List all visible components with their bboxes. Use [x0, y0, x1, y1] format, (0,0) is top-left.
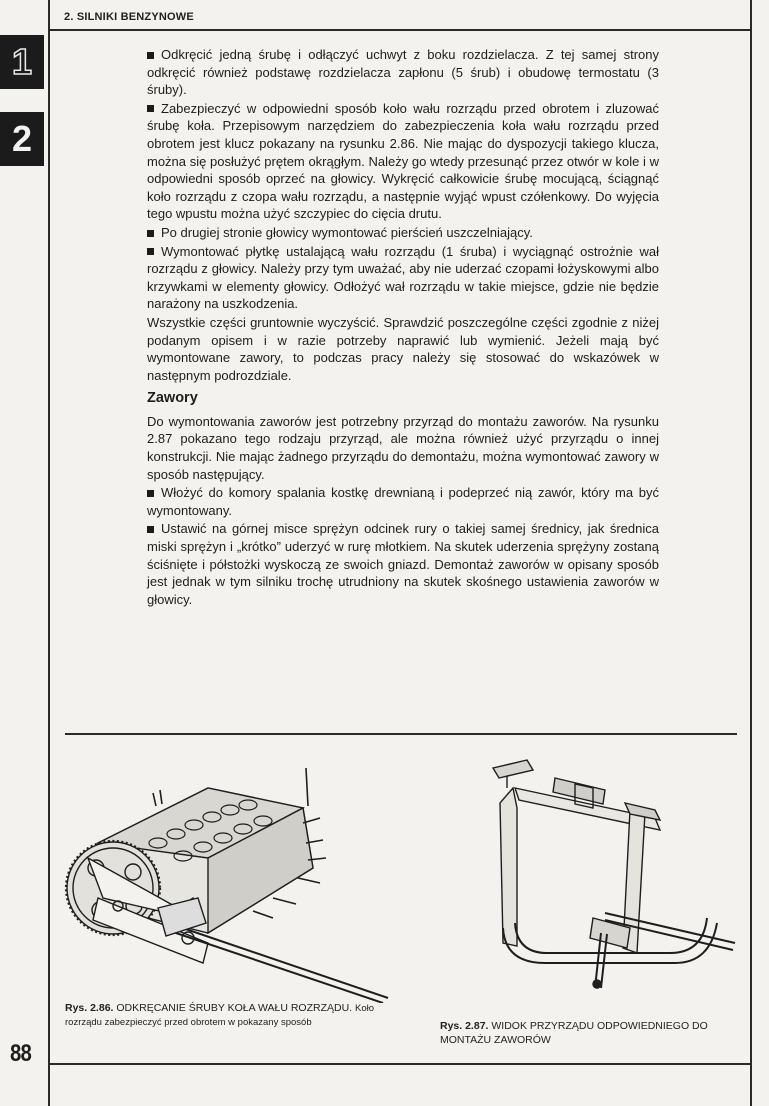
cylinder-head-illustration	[58, 748, 403, 1003]
chapter-tab-2: 2	[0, 112, 44, 166]
footer-rule	[48, 1063, 752, 1065]
paragraph: Ustawić na górnej misce sprężyn odcinek rury o takiej samej średnicy, jak średnica miski sprężyn i „krótko” uderzyć w rurę młotkiem. Na skutek uderzenia sprężyny zostaną ściśnięte i półstożki wyskoczą ze swoich gniazd. Demontaż zaworów w opisany sposób jest jednak w tym silniku trochę utrudniony na skutek skośnego ustawienia zaworów w głowicy.	[147, 521, 659, 607]
figure-separator-rule	[65, 733, 737, 735]
bullet-icon	[147, 248, 154, 255]
section-header: 2. SILNIKI BENZYNOWE	[64, 11, 194, 23]
paragraph: Odkręcić jedną śrubę i odłączyć uchwyt z boku rozdzielacza. Z tej samej strony odkręcić również podstawę rozdzielacza zapłonu (5 śrub) i obudowę termostatu (3 śruby).	[147, 47, 659, 98]
paragraph: Wszystkie części gruntownie wyczyścić. Sprawdzić poszczególne części zgodnie z niżej podanym opisem i w razie potrzeby naprawić lub wymienić. Jeżeli mają być wymontowane zawory, to podczas pracy należy się stosować do wskazówek w następnym podrozdziale.	[147, 314, 659, 383]
paragraph: Wymontować płytkę ustalającą wału rozrządu (1 śruba) i wyciągnąć ostrożnie wał rozrządu z głowicy. Należy przy tym uważać, aby nie uderzać czopami łożyskowymi albo krzywkami w elementy głowicy. Odłożyć wał rozrządu w takie miejsce, gdzie nie będzie narażony na uszkodzenia.	[147, 243, 659, 312]
bullet-icon	[147, 105, 154, 112]
figure-caption-2-86: Rys. 2.86. ODKRĘCANIE ŚRUBY KOŁA WAŁU ROZRZĄDU. Koło rozrządu zabezpieczyć przed obrotem w pokazany sposób	[65, 1002, 375, 1028]
figure-caption-2-87: Rys. 2.87. WIDOK PRZYRZĄDU ODPOWIEDNIEGO DO MONTAŻU ZAWORÓW	[440, 1020, 708, 1046]
bullet-icon	[147, 52, 154, 59]
paragraph: Po drugiej stronie głowicy wymontować pierścień uszczelniający.	[147, 224, 659, 242]
body-text	[147, 46, 659, 609]
valve-spring-compressor-illustration	[455, 748, 745, 993]
bullet-icon	[147, 526, 154, 533]
page-number: 88	[10, 1040, 31, 1067]
paragraph: Włożyć do komory spalania kostkę drewnianą i podeprzeć nią zawór, który ma być wymontowany.	[147, 485, 659, 518]
chapter-tab-1: 1	[0, 35, 44, 89]
left-margin-rule	[48, 0, 50, 1106]
bullet-icon	[147, 490, 154, 497]
subheading: Zawory	[147, 390, 198, 407]
bullet-icon	[147, 230, 154, 237]
header-rule	[48, 29, 752, 31]
right-margin-rule	[750, 0, 752, 1106]
paragraph: Zabezpieczyć w odpowiedni sposób koło wału rozrządu przed obrotem i zluzować śrubę koła. Przepisowym narzędziem do zabezpieczenia koła wału rozrządu przed obrotem jest klucz pokazany na rysunku 2.86. Nie mając do dyspozycji takiego klucza, można się posłużyć prętem okrągłym. Należy go wtedy przesunąć przez otwór w kole i w odpowiedni sposób oprzeć na głowicy. Wykręcić całkowicie śrubę mocującą, ściągnąć koło rozrządu z czopa wału rozrządu, a następnie wyjąć wpust czółenkowy. Do wyjęcia tego wpustu można użyć szczypiec do cięcia drutu.	[147, 100, 659, 222]
paragraph: Do wymontowania zaworów jest potrzebny przyrząd do montażu zaworów. Na rysunku 2.87 pokazano tego rodzaju przyrząd, ale można również użyć przyrządu o innej konstrukcji. Nie mając żadnego przyrządu do demontażu, można wymontować zawory w sposób następujący.	[147, 413, 659, 482]
